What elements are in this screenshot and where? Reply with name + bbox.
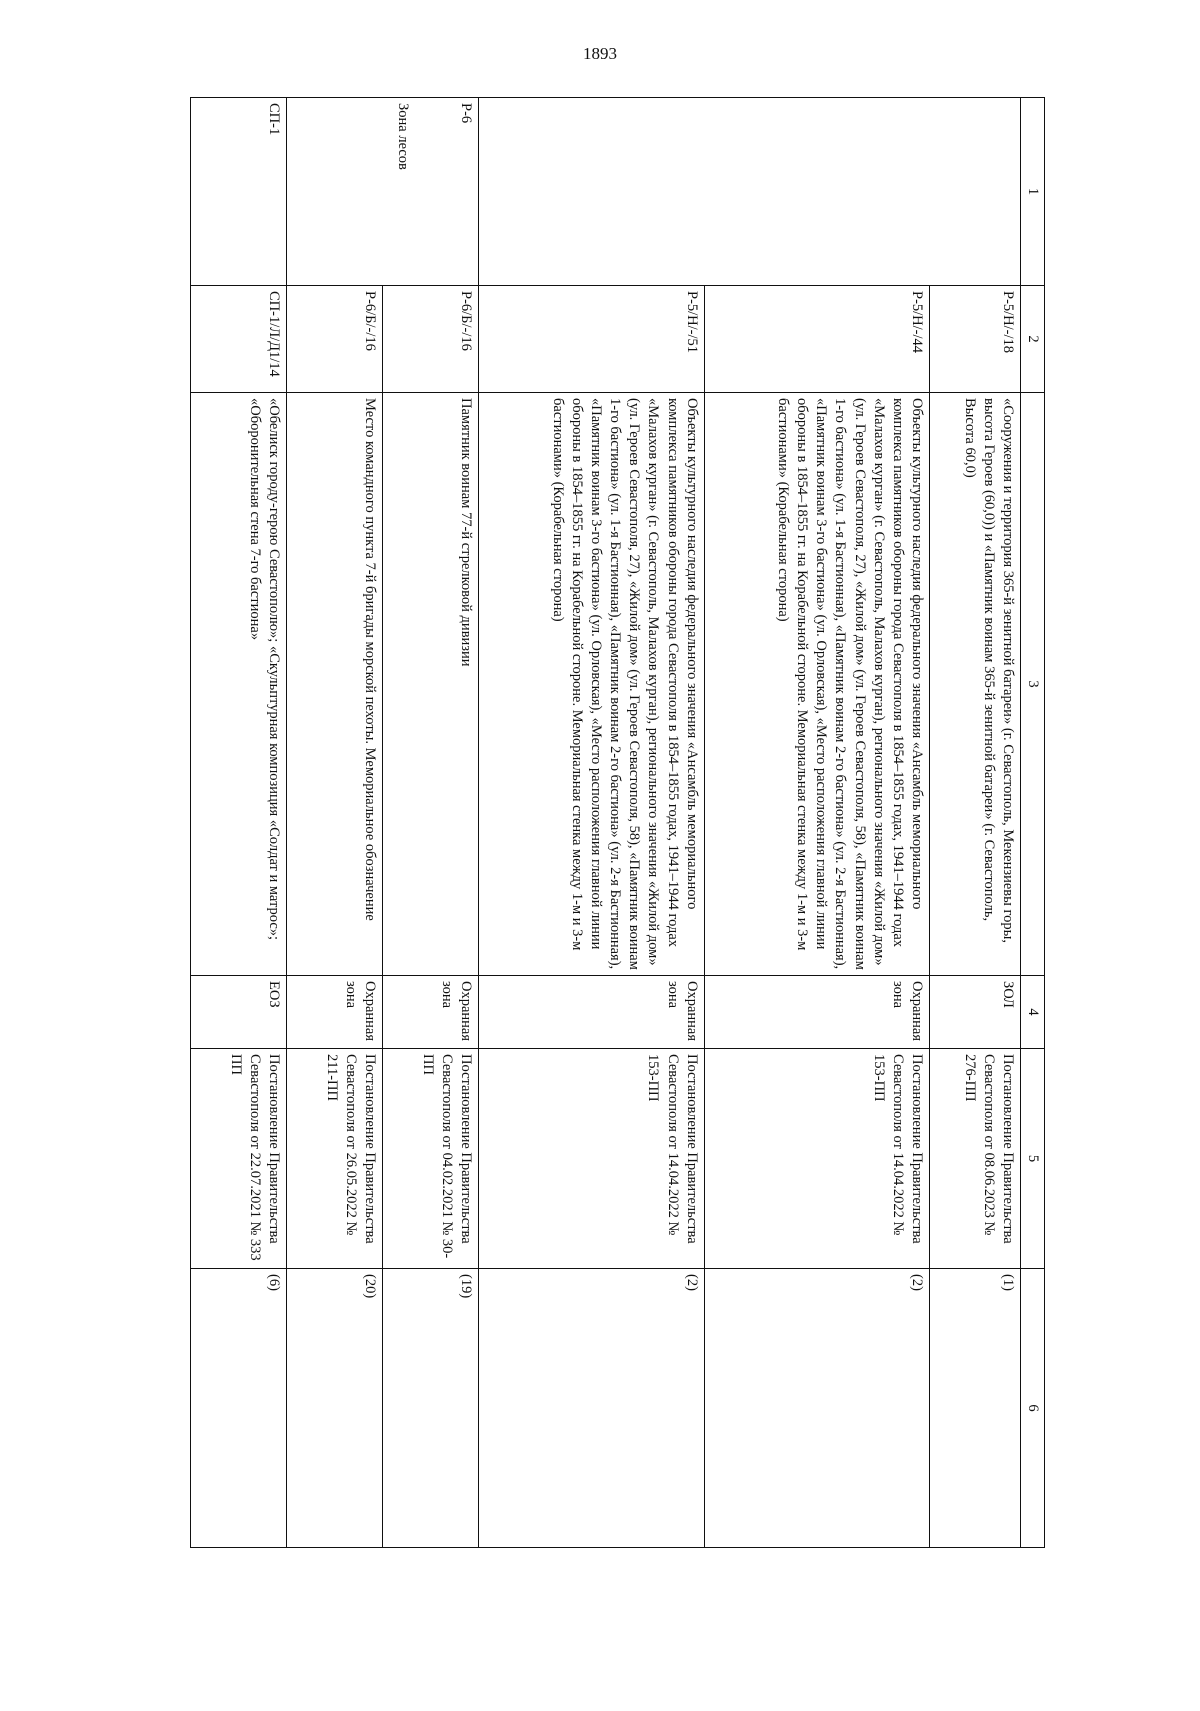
header-col-1: 1: [1020, 98, 1044, 286]
object-description: Объекты культурного наследия федерального значения «Ансамбль мемориального комплекса памятников обороны города Севастополя в 1854–1855 годах, 1941–1944 годах «Малахов курган» (г. Севастополь, Малахов курган), регионального значения «Жилой дом» (ул. Героев Севастополя, 27), «Жилой дом» (ул. Героев Севастополя, 58), «Памятник воинам 1-го бастиона» (ул. 1-я Бастионная), «Памятник воинам 2-го бастиона» (ул. 2-я Бастионная), «Памятник воинам 3-го бастиона» (ул. Орловская), «Место расположения главной линии обороны в 1854–1855 гг. на Корабельной стороне. Мемориальная стенка между 1-м и 3-м бастионами» (Корабельная сторона): [704, 393, 929, 976]
register-table: [190, 97, 1045, 1548]
legal-document: Постановление Правительства Севастополя от 04.02.2021 № 30-ПП: [383, 1049, 479, 1269]
object-code: Р-5/Н/-/51: [479, 286, 704, 393]
object-code: СП-1/Л/Д1/14: [191, 286, 287, 393]
object-code: Р-6/Б/-/16: [383, 286, 479, 393]
header-col-5: 5: [1020, 1049, 1044, 1269]
legal-document: Постановление Правительства Севастополя от 08.06.2023 № 276-ПП: [929, 1049, 1020, 1269]
table-row: [929, 98, 1020, 1548]
object-code: Р-5/Н/-/18: [929, 286, 1020, 393]
header-col-4: 4: [1020, 976, 1044, 1049]
note-ref: (20): [287, 1269, 383, 1548]
table-row: [287, 98, 383, 1548]
object-code: Р-6/Б/-/16: [287, 286, 383, 393]
zone-type: ЕОЗ: [191, 976, 287, 1049]
zone-type: Охранная зона: [383, 976, 479, 1049]
header-col-3: 3: [1020, 393, 1044, 976]
object-description: Место командного пункта 7-й бригады морской пехоты. Мемориальное обозначение: [287, 393, 383, 976]
legal-document: Постановление Правительства Севастополя от 14.04.2022 № 153-ПП: [704, 1049, 929, 1269]
zone-type: Охранная зона: [479, 976, 704, 1049]
header-row: [1020, 98, 1044, 1548]
zone-code: Р-6: [458, 103, 475, 124]
header-col-6: 6: [1020, 1269, 1044, 1548]
zone-cell: СП-1: [191, 98, 287, 286]
page-number: 1893: [583, 44, 617, 63]
register-table-wrapper: [190, 97, 1045, 1547]
legal-document: Постановление Правительства Севастополя от 26.05.2022 № 211-ПП: [287, 1049, 383, 1269]
header-col-2: 2: [1020, 286, 1044, 393]
legal-document: Постановление Правительства Севастополя от 22.07.2021 № 333 ПП: [191, 1049, 287, 1269]
note-ref: (1): [929, 1269, 1020, 1548]
zone-name: Зона лесов: [395, 103, 412, 170]
table-row: [479, 98, 704, 1548]
object-description: Объекты культурного наследия федерального значения «Ансамбль мемориального комплекса памятников обороны города Севастополя в 1854–1855 годах, 1941–1944 годах «Малахов курган» (г. Севастополь, Малахов курган), регионального значения «Жилой дом» (ул. Героев Севастополя, 27), «Жилой дом» (ул. Героев Севастополя, 58), «Памятник воинам 1-го бастиона» (ул. 1-я Бастионная), «Памятник воинам 2-го бастиона» (ул. 2-я Бастионная), «Памятник воинам 3-го бастиона» (ул. Орловская), «Место расположения главной линии обороны в 1854–1855 гг. на Корабельной стороне. Мемориальная стенка между 1-м и 3-м бастионами» (Корабельная сторона): [479, 393, 704, 976]
note-ref: (6): [191, 1269, 287, 1548]
object-description: Памятник воинам 77-й стрелковой дивизии: [383, 393, 479, 976]
note-ref: (2): [704, 1269, 929, 1548]
note-ref: (2): [479, 1269, 704, 1548]
object-code: Р-5/Н/-/44: [704, 286, 929, 393]
zone-type: Охранная зона: [704, 976, 929, 1049]
zone-cell-empty: [479, 98, 1021, 286]
zone-type: ЗОЛ: [929, 976, 1020, 1049]
table-row: [383, 98, 479, 1548]
note-ref: (19): [383, 1269, 479, 1548]
table-row: [704, 98, 929, 1548]
object-description: «Обелиск городу-герою Севастополю»; «Скульптурная композиция «Солдат и матрос»; «Оборонительная стена 7-го бастиона»: [191, 393, 287, 976]
table-row: [191, 98, 287, 1548]
zone-type: Охранная зона: [287, 976, 383, 1049]
legal-document: Постановление Правительства Севастополя от 14.04.2022 № 153-ПП: [479, 1049, 704, 1269]
zone-cell: [287, 98, 479, 286]
object-description: «Сооружения и территория 365-й зенитной батареи» (г. Севастополь, Мекензиевы горы, высота Героев (60,0)) и «Памятник воинам 365-й зенитной батареи» (г. Севастополь, Высота 60,0): [929, 393, 1020, 976]
